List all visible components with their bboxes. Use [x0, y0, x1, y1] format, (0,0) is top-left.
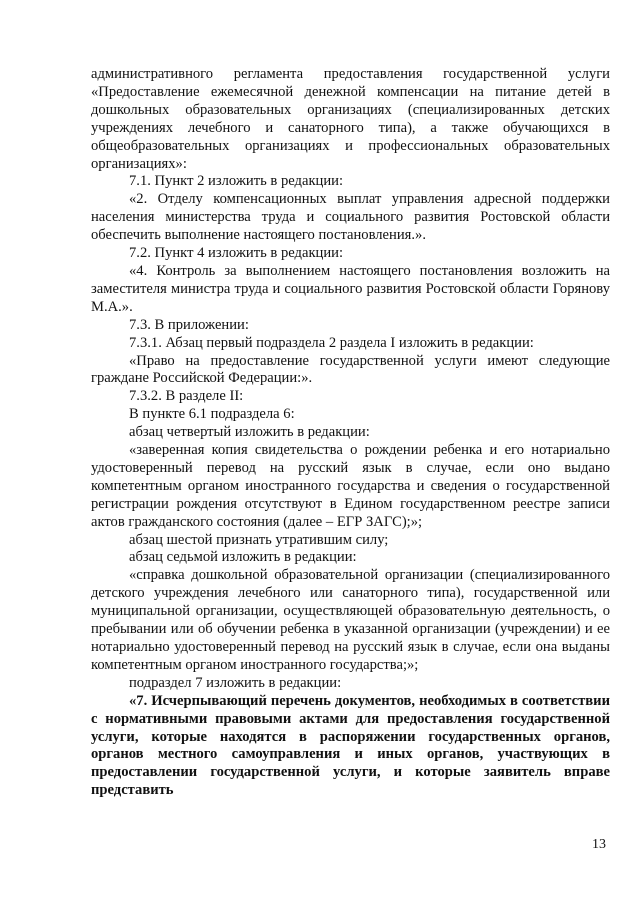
paragraph: абзац седьмой изложить в редакции: [129, 549, 357, 566]
paragraph: абзац шестой признать утратившим силу; [129, 531, 389, 548]
document-body [91, 66, 610, 800]
paragraph: «заверенная копия свидетельства о рождении ребенка и его нотариально удостоверенный перевод на русский язык в случае, если оно выдано компетентным органом иностранного государства и сведения о государственной регистрации рождения отсутствуют в Едином государственном реестре записи актов гражданского состояния (далее – ЕГР ЗАГС);»; [91, 442, 610, 530]
paragraph: «справка дошкольной образовательной организации (специализированного детского учреждения лечебного или санаторного типа), государственной или муниципальной организации, осуществляющей образовательную деятельность, о пребывании или об обучении ребенка в указанной организации (учреждении) и ее нотариально удостоверенный перевод на русский язык в случае, если она выданы компетентным органом иностранного государства;»; [91, 567, 610, 673]
paragraph: 7.3. В приложении: [129, 316, 249, 333]
paragraph: «Право на предоставление государственной услуги имеют следующие граждане Российской Федерации:». [91, 352, 610, 387]
paragraph: административного регламента предоставления государственной услуги «Предоставление ежемесячной денежной компенсации на питание детей в дошкольных образовательных организациях (специализированных детских учреждениях лечебного и санаторного типа), а также обучающихся в общеобразовательных организациях и профессиональных образовательных организациях»: [91, 66, 610, 172]
paragraph-bold: «7. Исчерпывающий перечень документов, необходимых в соответствии с нормативными правовыми актами для предоставления государственной услуги, которые находятся в распоряжении государственных органов, органов местного самоуправления и иных органов, участвующих в предоставлении государственной услуги, и которые заявитель вправе представить [91, 692, 610, 799]
paragraph: «4. Контроль за выполнением настоящего постановления возложить на заместителя министра труда и социального развития Ростовской области Горянову М.А.». [91, 262, 610, 315]
paragraph: «2. Отделу компенсационных выплат управления адресной поддержки населения министерства труда и социального развития Ростовской области обеспечить выполнение настоящего постановления.». [91, 191, 610, 244]
paragraph: абзац четвертый изложить в редакции: [129, 424, 370, 441]
page-number: 13 [592, 837, 606, 852]
paragraph: подраздел 7 изложить в редакции: [129, 674, 342, 691]
paragraph: В пункте 6.1 подраздела 6: [129, 406, 295, 423]
paragraph: 7.1. Пункт 2 изложить в редакции: [129, 173, 344, 190]
paragraph: 7.3.2. В разделе II: [129, 388, 244, 405]
paragraph: 7.2. Пункт 4 изложить в редакции: [129, 245, 344, 262]
paragraph: 7.3.1. Абзац первый подраздела 2 раздела I изложить в редакции: [129, 334, 534, 351]
